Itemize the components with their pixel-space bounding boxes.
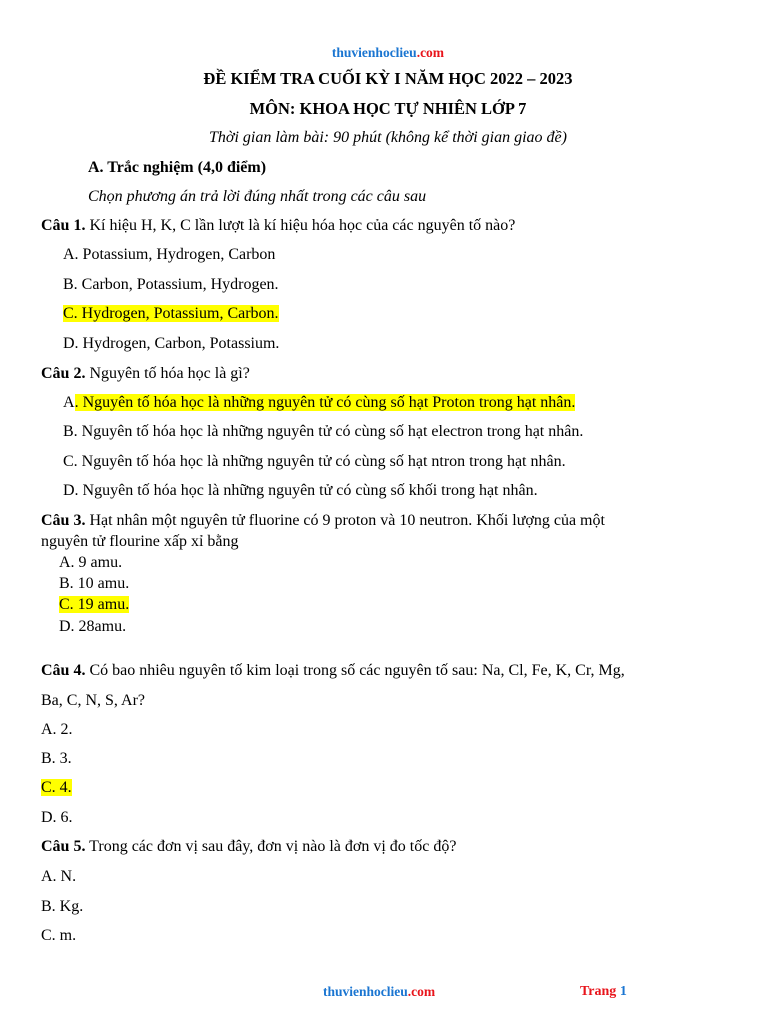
question-2 bbox=[41, 364, 250, 384]
q2-option-a-correct: A. Nguyên tố hóa học là những nguyên tử có cùng số hạt Proton trong hạt nhân. bbox=[63, 394, 576, 411]
question-text: Kí hiệu H, K, C lần lượt là kí hiệu hóa học của các nguyên tố nào? bbox=[85, 217, 516, 234]
question-4-text-continued: Ba, C, N, S, Ar? bbox=[41, 692, 145, 709]
q2-option-b: B. Nguyên tố hóa học là những nguyên tử có cùng số hạt electron trong hạt nhân. bbox=[63, 423, 584, 440]
q5-option-a: A. N. bbox=[41, 868, 77, 885]
q3-option-d: D. 28amu. bbox=[59, 618, 127, 635]
q5-option-c: C. m. bbox=[41, 927, 77, 944]
q2-option-c: C. Nguyên tố hóa học là những nguyên tử có cùng số hạt ntron trong hạt nhân. bbox=[63, 453, 566, 470]
q4-option-a: A. 2. bbox=[41, 721, 73, 738]
question-3 bbox=[41, 511, 605, 531]
question-text: Nguyên tố hóa học là gì? bbox=[85, 365, 250, 382]
exam-title: ĐỀ KIỂM TRA CUỐI KỲ I NĂM HỌC 2022 – 2023 bbox=[203, 69, 573, 88]
time-note: Thời gian làm bài: 90 phút (không kể thời gian giao đề) bbox=[209, 129, 567, 146]
question-label: Câu 1. bbox=[41, 217, 86, 234]
q4-option-c-correct bbox=[41, 778, 72, 798]
question-3-text-continued: nguyên tử flourine xấp xỉ bằng bbox=[41, 533, 239, 550]
answer-highlight: . Nguyên tố hóa học là những nguyên tử có cùng số hạt Proton trong hạt nhân. bbox=[74, 394, 576, 411]
q1-option-b: B. Carbon, Potassium, Hydrogen. bbox=[63, 276, 279, 293]
section-instruction: Chọn phương án trả lời đúng nhất trong các câu sau bbox=[88, 188, 427, 205]
footer-brand[interactable] bbox=[323, 982, 435, 1002]
header-brand-domain: .com bbox=[416, 45, 445, 60]
answer-highlight: C. 19 amu. bbox=[59, 596, 130, 613]
question-4 bbox=[41, 661, 625, 681]
footer-brand-name: thuvienhoclieu bbox=[323, 984, 408, 999]
answer-highlight: C. Hydrogen, Potassium, Carbon. bbox=[63, 305, 279, 322]
q4-option-b: B. 3. bbox=[41, 750, 72, 767]
q3-option-a: A. 9 amu. bbox=[59, 554, 123, 571]
q4-option-d: D. 6. bbox=[41, 809, 73, 826]
question-text: Trong các đơn vị sau đây, đơn vị nào là đơn vị đo tốc độ? bbox=[85, 838, 457, 855]
question-text: Có bao nhiêu nguyên tố kim loại trong số các nguyên tố sau: Na, Cl, Fe, K, Cr, Mg, bbox=[85, 662, 625, 679]
question-5 bbox=[41, 837, 456, 857]
subject-title: MÔN: KHOA HỌC TỰ NHIÊN LỚP 7 bbox=[249, 99, 527, 118]
q3-option-b: B. 10 amu. bbox=[59, 575, 130, 592]
question-label: Câu 2. bbox=[41, 365, 86, 382]
q1-option-d: D. Hydrogen, Carbon, Potassium. bbox=[63, 335, 280, 352]
question-label: Câu 3. bbox=[41, 512, 86, 529]
header-brand[interactable] bbox=[0, 43, 768, 63]
page-number-value: 1 bbox=[619, 984, 627, 999]
q5-option-b: B. Kg. bbox=[41, 898, 84, 915]
question-text: Hạt nhân một nguyên tử fluorine có 9 proton và 10 neutron. Khối lượng của một bbox=[85, 512, 605, 529]
footer-brand-domain: .com bbox=[407, 984, 436, 999]
question-label: Câu 5. bbox=[41, 838, 86, 855]
q1-option-c-correct bbox=[63, 304, 279, 324]
page-number bbox=[580, 982, 627, 1002]
page-label: Trang bbox=[580, 984, 620, 999]
question-1 bbox=[41, 216, 515, 236]
question-label: Câu 4. bbox=[41, 662, 86, 679]
answer-highlight: C. 4. bbox=[41, 779, 72, 796]
q2-option-d: D. Nguyên tố hóa học là những nguyên tử có cùng số khối trong hạt nhân. bbox=[63, 482, 538, 499]
header-brand-name: thuvienhoclieu bbox=[331, 45, 417, 60]
q3-option-c-correct bbox=[59, 595, 129, 615]
section-heading: A. Trắc nghiệm (4,0 điểm) bbox=[88, 159, 267, 176]
q1-option-a: A. Potassium, Hydrogen, Carbon bbox=[63, 246, 276, 263]
